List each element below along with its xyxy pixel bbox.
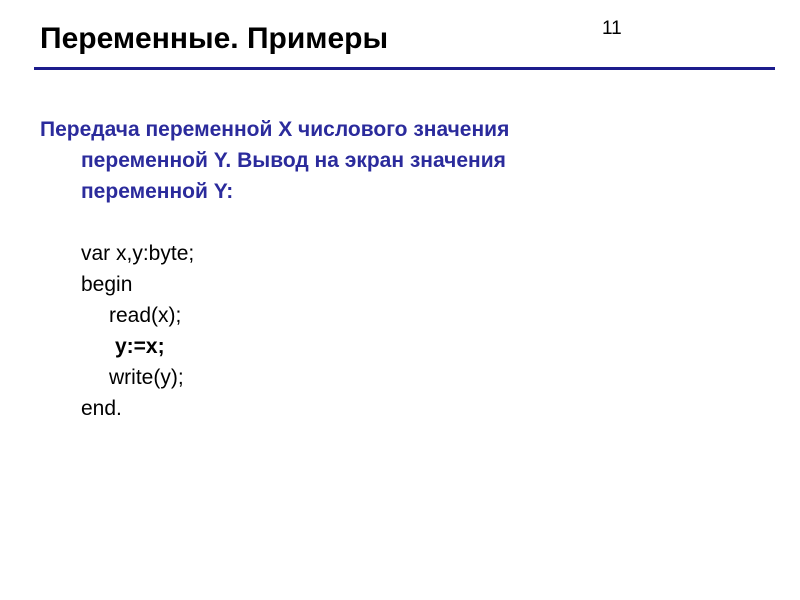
code-line: end.	[81, 397, 122, 420]
intro-line: Передача переменной X числового значения	[40, 118, 510, 141]
code-line: read(x);	[109, 304, 182, 327]
slide-number: 11	[602, 18, 622, 39]
code-line: begin	[81, 273, 133, 296]
code-block	[81, 238, 194, 424]
code-line-highlighted: y:=x;	[115, 335, 165, 358]
intro-line: переменной Y. Вывод на экран значения	[81, 149, 506, 172]
intro-line: переменной Y:	[81, 180, 234, 203]
code-line: var x,y:byte;	[81, 242, 195, 265]
intro-paragraph	[40, 114, 680, 207]
title-divider	[34, 67, 775, 70]
code-line: write(y);	[109, 366, 184, 389]
slide-title: Переменные. Примеры	[40, 22, 389, 55]
